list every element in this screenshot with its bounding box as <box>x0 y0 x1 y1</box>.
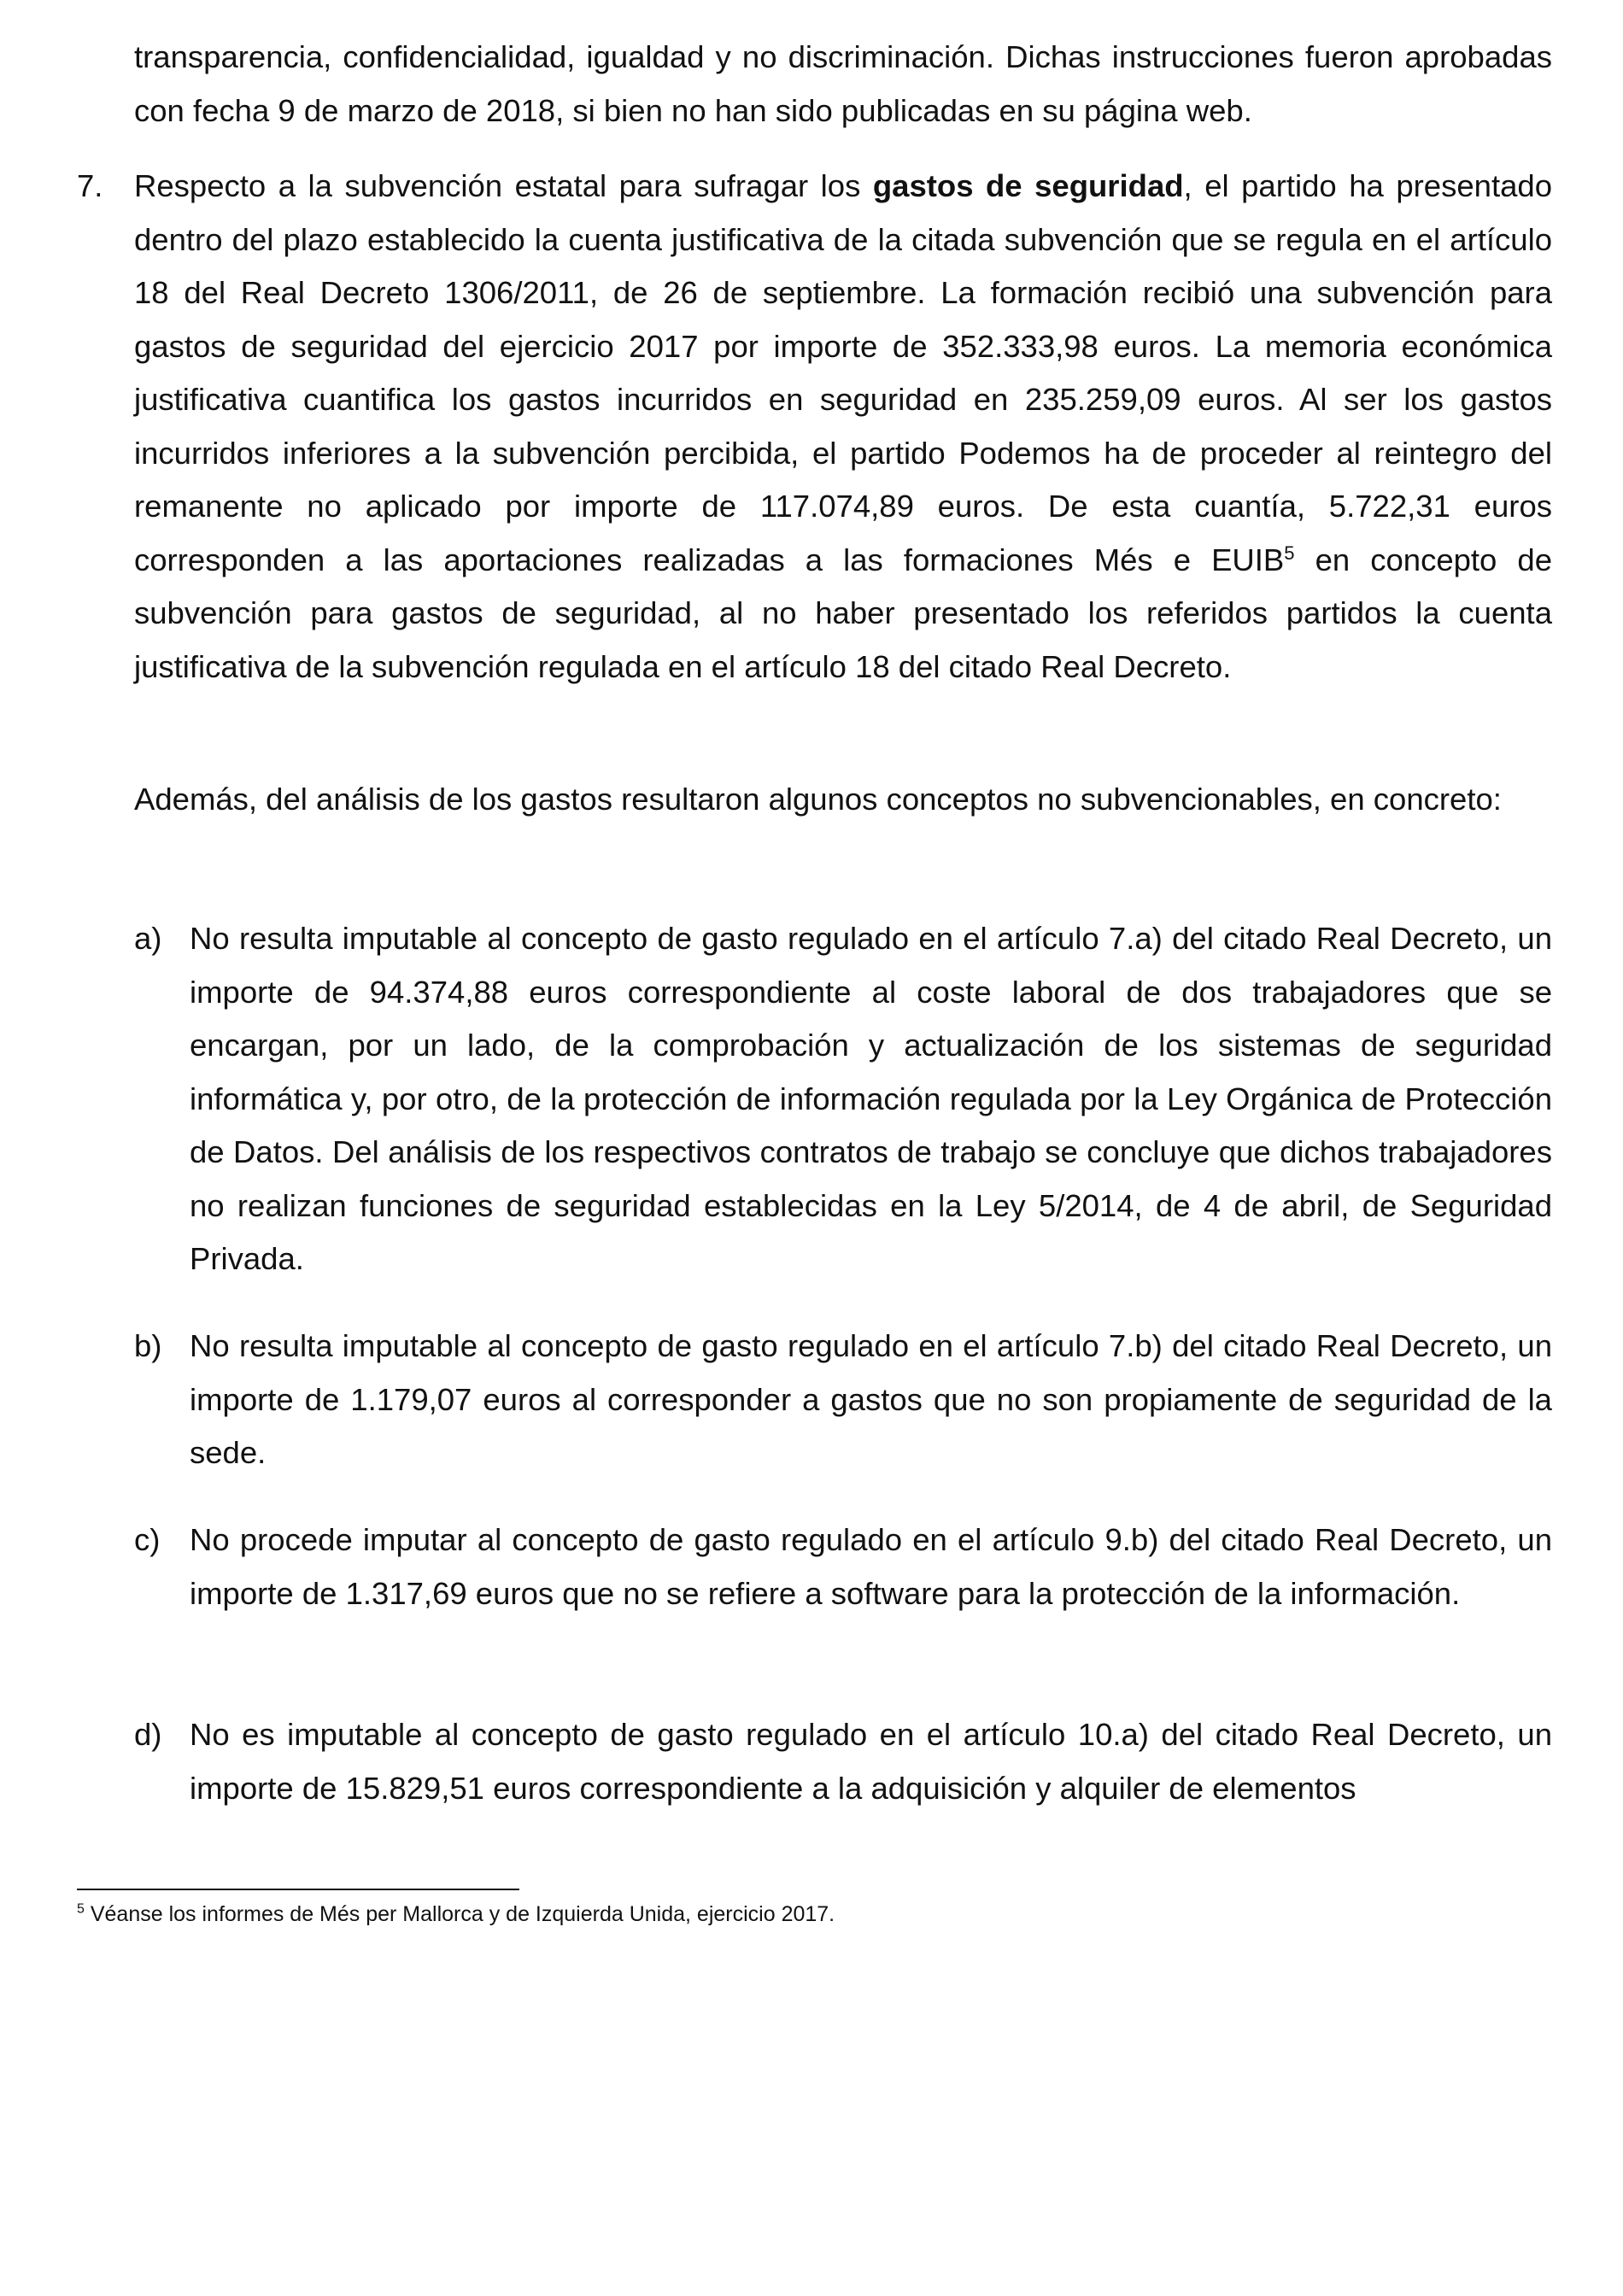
footnote-reference: 5 <box>1284 542 1295 564</box>
sub-item-text: No procede imputar al concepto de gasto regulado en el artículo 9.b) del citado Real Decreto, un importe de 1.317,69 euros que no se refiere a software para la protección de la información. <box>190 1522 1552 1611</box>
continuation-paragraph: transparencia, confidencialidad, igualdad y no discriminación. Dichas instrucciones fueron aprobadas con fecha 9 de marzo de 2018, si bien no han sido publicadas en su página web. <box>134 39 1552 128</box>
sub-item-letter: d) <box>134 1717 162 1752</box>
item7-text-part3: en concepto de subvención para gastos de seguridad, al no haber presentado los referidos partidos la cuenta justificativa de la subvención regulada en el artículo 18 del citado Real Decreto. <box>134 542 1553 684</box>
footnote-text: Véanse los informes de Més per Mallorca y de Izquierda Unida, ejercicio 2017. <box>84 1902 835 1926</box>
item7-text-part1: Respecto a la subvención estatal para sufragar los <box>134 168 873 203</box>
item7-bold-term: gastos de seguridad <box>872 168 1184 203</box>
intro-paragraph: Además, del análisis de los gastos resultaron algunos conceptos no subvencionables, en concreto: <box>134 782 1502 817</box>
item7-text-part2: , el partido ha presentado dentro del plazo establecido la cuenta justificativa de la citada subvención que se regula en el artículo 18 del Real Decreto 1306/2011, de 26 de septiembre. La formación recibió una subvención para gastos de seguridad del ejercicio 2017 por importe de 352.333,98 euros. La memoria económica justificativa cuantifica los gastos incurridos en seguridad en 235.259,09 euros. Al ser los gastos incurridos inferiores a la subvención percibida, el partido Podemos ha de proceder al reintegro del remanente no aplicado por importe de 117.074,89 euros. De esta cuantía, 5.722,31 euros corresponden a las aportaciones realizadas a las formaciones Més e EUIB <box>134 168 1553 577</box>
sub-item-letter: c) <box>134 1522 161 1557</box>
footnote <box>77 1900 1529 1929</box>
list-item-7-body <box>134 160 1552 694</box>
list-item-number: 7. <box>77 168 103 203</box>
sub-item-letter: b) <box>134 1328 162 1363</box>
footnote-separator <box>77 1889 519 1890</box>
sub-item-text: No resulta imputable al concepto de gasto regulado en el artículo 7.a) del citado Real Decreto, un importe de 94.374,88 euros correspondiente al coste laboral de dos trabajadores que se encargan, por un lado, de la comprobación y actualización de los sistemas de seguridad informática y, por otro, de la protección de información regulada por la Ley Orgánica de Protección de Datos. Del análisis de los respectivos contratos de trabajo se concluye que dichos trabajadores no realizan funciones de seguridad establecidas en la Ley 5/2014, de 4 de abril, de Seguridad Privada. <box>190 921 1552 1276</box>
sub-item-text: No es imputable al concepto de gasto regulado en el artículo 10.a) del citado Real Decreto, un importe de 15.829,51 euros correspondiente a la adquisición y alquiler de elementos <box>190 1717 1552 1806</box>
footnote-mark: 5 <box>77 1901 85 1917</box>
sub-item-text: No resulta imputable al concepto de gasto regulado en el artículo 7.b) del citado Real Decreto, un importe de 1.179,07 euros al corresponder a gastos que no son propiamente de seguridad de la sede. <box>190 1328 1552 1470</box>
sub-item-letter: a) <box>134 921 162 956</box>
